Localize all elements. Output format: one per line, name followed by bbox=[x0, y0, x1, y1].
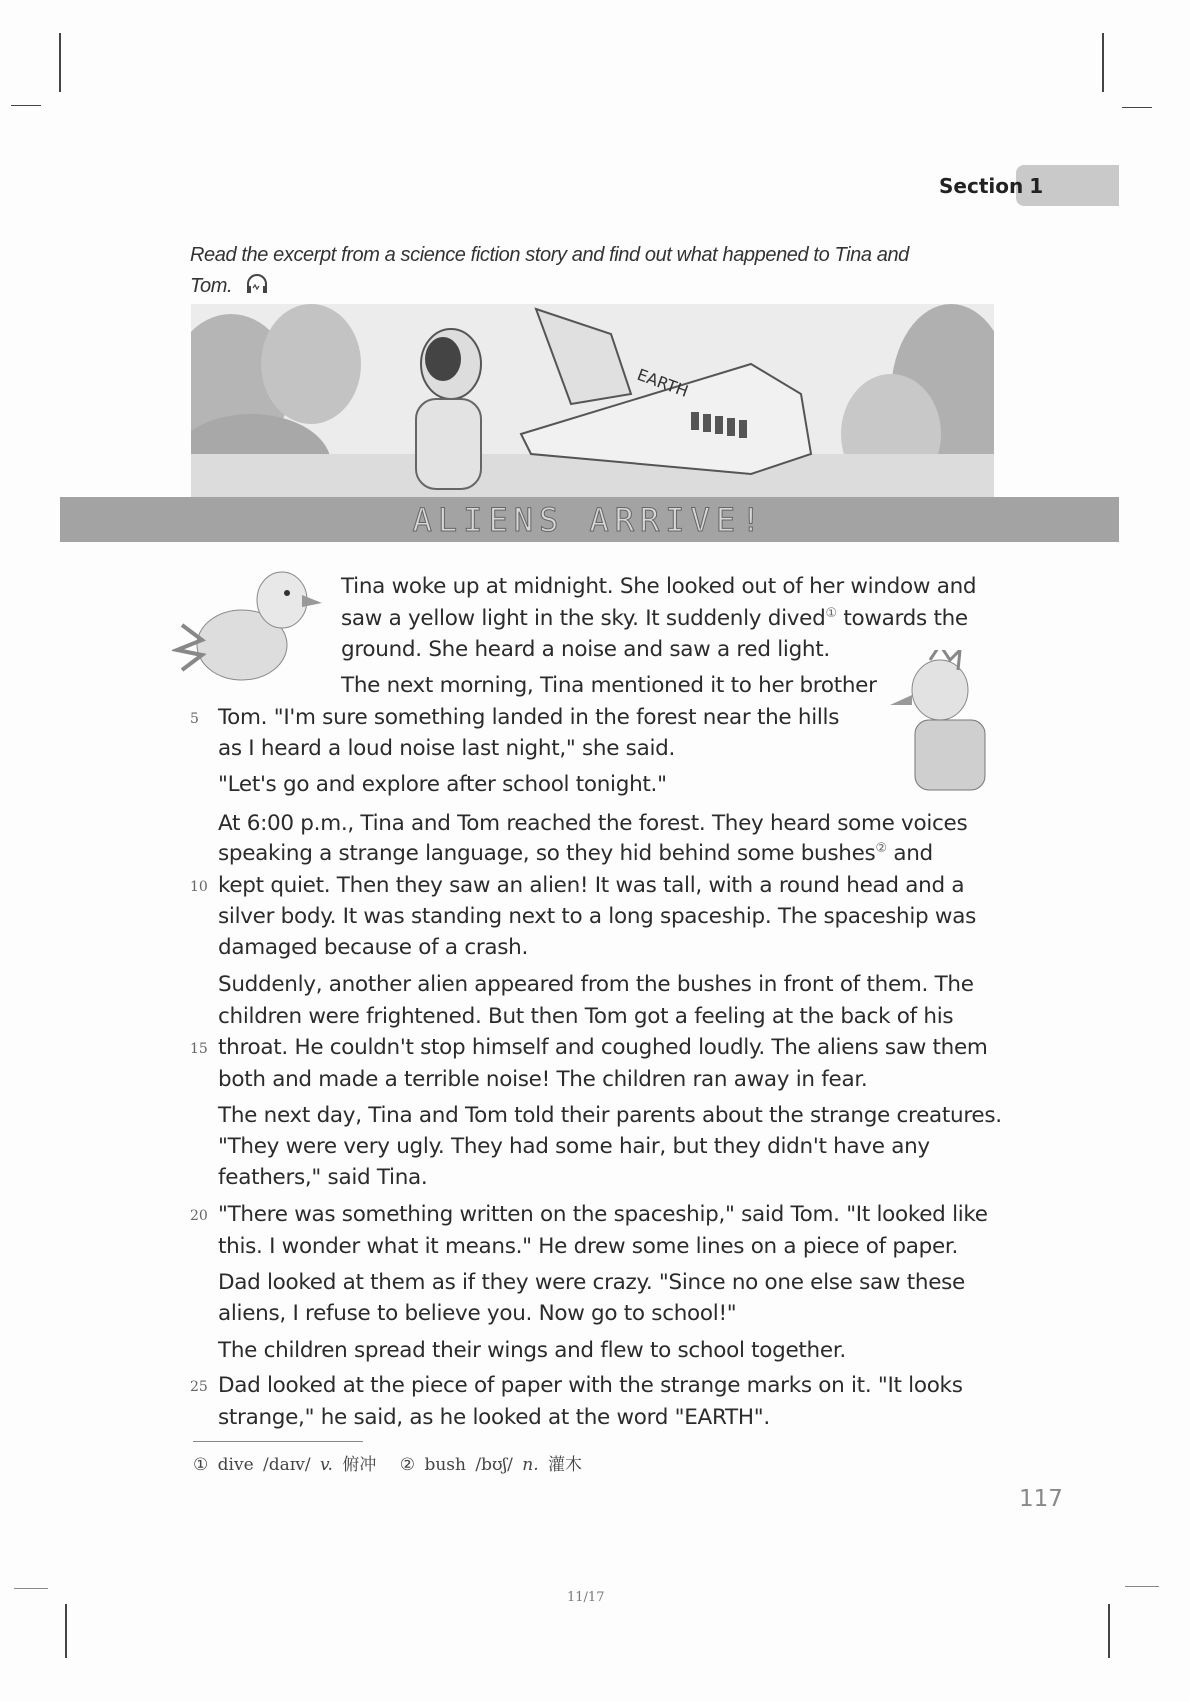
line-text: saw a yellow light in the sky. It suddenly dived bbox=[341, 606, 826, 631]
story-line bbox=[218, 873, 964, 898]
line-number: 25 bbox=[190, 1379, 208, 1395]
story-line bbox=[218, 1067, 867, 1092]
headphones-icon[interactable] bbox=[245, 273, 269, 295]
story-line bbox=[218, 1373, 963, 1398]
footnote-meaning: 俯冲 bbox=[342, 1455, 377, 1475]
astronaut bbox=[416, 329, 481, 489]
line-text: as I heard a loud noise last night," she said. bbox=[218, 736, 676, 761]
section-label: Section bbox=[939, 174, 1024, 198]
story-line bbox=[218, 1338, 846, 1363]
story-line bbox=[218, 811, 967, 836]
instruction-line-1: Read the excerpt from a science fiction story and find out what happened to Tina and bbox=[190, 244, 909, 266]
crop-mark bbox=[1108, 1604, 1110, 1658]
line-text: The next day, Tina and Tom told their parents about the strange creatures. bbox=[218, 1103, 1002, 1128]
footnote-word: bush bbox=[424, 1455, 466, 1475]
section-heading bbox=[939, 174, 1043, 198]
line-text: "There was something written on the spaceship," said Tom. "It looked like bbox=[218, 1202, 988, 1227]
footnote-divider bbox=[193, 1441, 363, 1442]
line-text: both and made a terrible noise! The children ran away in fear. bbox=[218, 1067, 868, 1092]
bird-girl-illustration bbox=[172, 565, 332, 695]
line-text: throat. He couldn't stop himself and coughed loudly. The aliens saw them bbox=[218, 1035, 988, 1060]
line-text: feathers," said Tina. bbox=[218, 1165, 428, 1190]
line-text: this. I wonder what it means." He drew some lines on a piece of paper. bbox=[218, 1234, 959, 1259]
story-line bbox=[218, 1301, 736, 1326]
story-line bbox=[218, 705, 839, 730]
story-line bbox=[218, 1165, 427, 1190]
line-text: Tina woke up at midnight. She looked out of her window and bbox=[341, 574, 977, 599]
story-line bbox=[218, 1004, 953, 1029]
line-text: Dad looked at the piece of paper with the strange marks on it. "It looks bbox=[218, 1373, 963, 1398]
story-line bbox=[218, 1103, 1002, 1128]
line-text: "They were very ugly. They had some hair, but they didn't have any bbox=[218, 1134, 930, 1159]
footnote-pos: n. bbox=[522, 1455, 539, 1475]
story-line bbox=[218, 972, 974, 997]
footnote-phonetic: /bʊʃ/ bbox=[475, 1455, 513, 1475]
instruction-text: Tom. bbox=[190, 275, 233, 297]
crop-mark bbox=[59, 33, 61, 92]
story-line bbox=[218, 904, 976, 929]
story-illustration bbox=[191, 304, 994, 497]
story-line bbox=[218, 1234, 958, 1259]
line-text: damaged because of a crash. bbox=[218, 935, 529, 960]
instruction-line-2 bbox=[190, 273, 269, 298]
line-text: ground. She heard a noise and saw a red light. bbox=[341, 637, 830, 662]
line-text: Suddenly, another alien appeared from the bushes in front of them. The bbox=[218, 972, 974, 997]
line-text: Tom. "I'm sure something landed in the forest near the hills bbox=[218, 705, 840, 730]
story-line bbox=[218, 736, 675, 761]
page-number: 117 bbox=[1019, 1486, 1063, 1512]
line-text: strange," he said, as he looked at the word "EARTH". bbox=[218, 1405, 770, 1430]
story-line bbox=[341, 574, 976, 599]
footnote-marker: ② bbox=[399, 1455, 416, 1475]
crop-mark bbox=[14, 1588, 48, 1589]
line-text: The children spread their wings and flew to school together. bbox=[218, 1338, 846, 1363]
footnote-pos: v. bbox=[319, 1455, 333, 1475]
story-line bbox=[218, 1134, 930, 1159]
footnote-phonetic: /daɪv/ bbox=[263, 1455, 311, 1475]
line-number: 15 bbox=[190, 1041, 208, 1057]
line-text: Dad looked at them as if they were crazy. "Since no one else saw these bbox=[218, 1270, 965, 1295]
line-text: and bbox=[886, 841, 933, 866]
story-title: ALIENS ARRIVE! bbox=[412, 501, 767, 539]
story-line bbox=[218, 772, 667, 797]
story-line bbox=[218, 841, 933, 866]
line-text: children were frightened. But then Tom got a feeling at the back of his bbox=[218, 1004, 954, 1029]
bird-boy-illustration bbox=[880, 650, 1010, 800]
crop-mark bbox=[1122, 107, 1152, 108]
line-text: At 6:00 p.m., Tina and Tom reached the forest. They heard some voices bbox=[218, 811, 968, 836]
line-number: 20 bbox=[190, 1208, 208, 1224]
ship-label: EARTH bbox=[634, 364, 691, 401]
crop-mark bbox=[1102, 33, 1104, 92]
story-line bbox=[341, 637, 830, 662]
story-line bbox=[218, 1035, 988, 1060]
section-number: 1 bbox=[1029, 174, 1044, 198]
line-text: towards the bbox=[836, 606, 968, 631]
story-line bbox=[218, 935, 528, 960]
story-line bbox=[218, 1202, 988, 1227]
story-line bbox=[341, 606, 968, 631]
line-text: kept quiet. Then they saw an alien! It was tall, with a round head and a bbox=[218, 873, 965, 898]
line-text: speaking a strange language, so they hid behind some bushes bbox=[218, 841, 876, 866]
crop-mark bbox=[65, 1604, 67, 1658]
footnote-word: dive bbox=[217, 1455, 254, 1475]
line-number: 5 bbox=[190, 711, 199, 727]
crop-mark bbox=[11, 105, 41, 106]
footnote-marker: ① bbox=[193, 1455, 209, 1475]
footnote-reference: ① bbox=[825, 606, 837, 621]
footnotes bbox=[193, 1450, 586, 1475]
footnote-meaning: 灌木 bbox=[548, 1455, 583, 1475]
story-line bbox=[341, 673, 877, 698]
crop-mark bbox=[1125, 1586, 1159, 1587]
line-text: The next morning, Tina mentioned it to her brother bbox=[341, 673, 877, 698]
line-text: silver body. It was standing next to a long spaceship. The spaceship was bbox=[218, 904, 976, 929]
line-text: "Let's go and explore after school tonight." bbox=[218, 772, 667, 797]
page-count: 11/17 bbox=[567, 1590, 605, 1605]
story-title-banner bbox=[60, 497, 1119, 542]
footnote-reference: ② bbox=[875, 841, 887, 856]
story-line bbox=[218, 1270, 965, 1295]
story-line bbox=[218, 1405, 770, 1430]
line-text: aliens, I refuse to believe you. Now go to school!" bbox=[218, 1301, 737, 1326]
line-number: 10 bbox=[190, 879, 208, 895]
